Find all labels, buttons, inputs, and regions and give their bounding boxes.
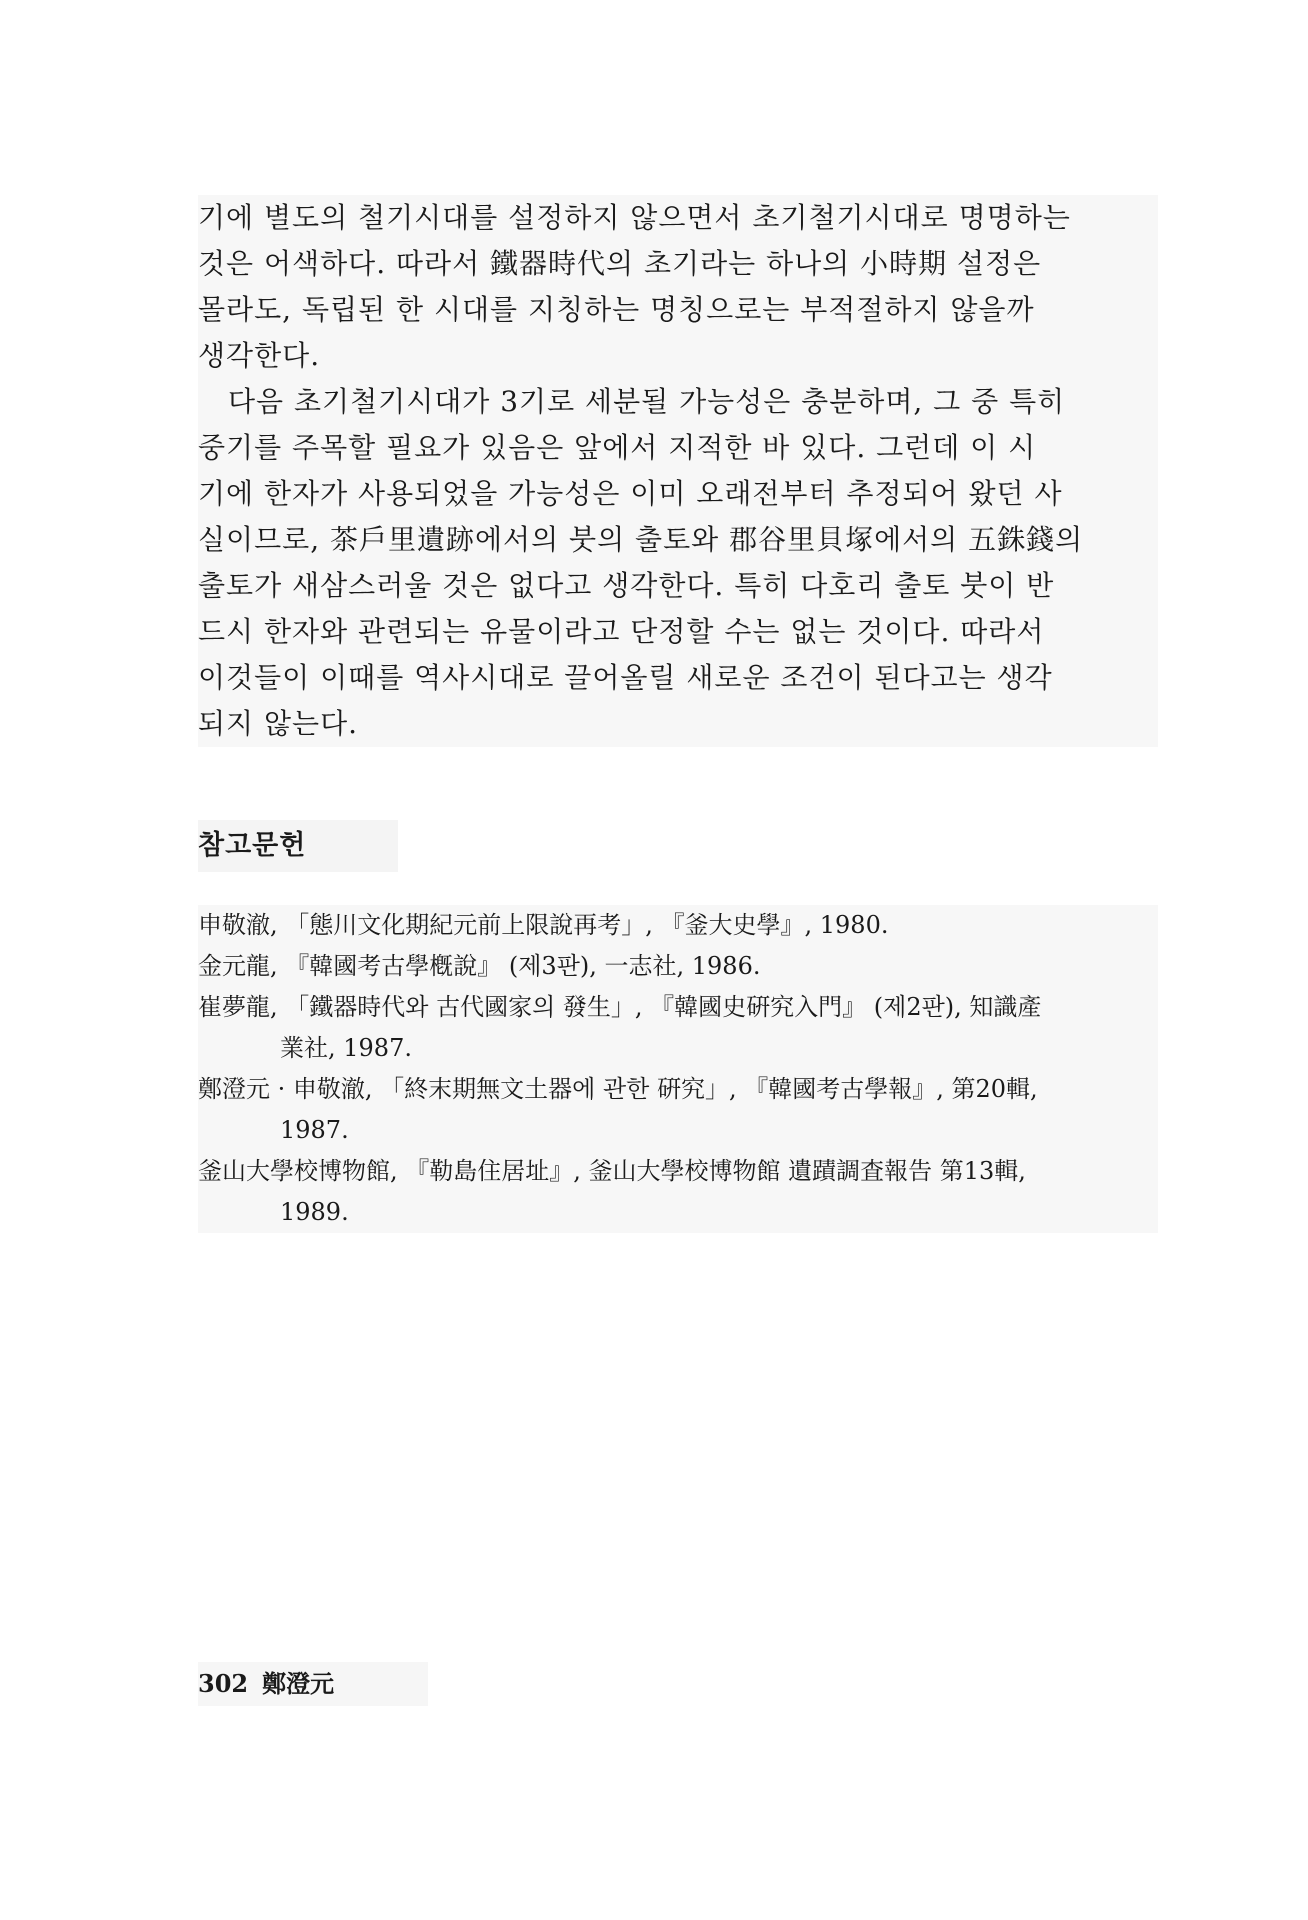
reference-entry-continuation: 業社, 1987.: [280, 1034, 412, 1062]
body-line: 출토가 새삼스러울 것은 없다고 생각한다. 특히 다호리 출토 붓이 반: [198, 569, 1055, 602]
body-line: 드시 한자와 관련되는 유물이라고 단정할 수는 없는 것이다. 따라서: [198, 615, 1045, 648]
body-line: 기에 별도의 철기시대를 설정하지 않으면서 초기철기시대로 명명하는: [198, 201, 1071, 234]
body-line: 몰라도, 독립된 한 시대를 지칭하는 명칭으로는 부적절하지 않을까: [198, 293, 1035, 326]
body-line: 실이므로, 茶戶里遺跡에서의 붓의 출토와 郡谷里貝塚에서의 五銖錢의: [198, 523, 1084, 556]
body-line: 것은 어색하다. 따라서 鐵器時代의 초기라는 하나의 小時期 설정은: [198, 247, 1042, 280]
body-line: 생각한다.: [198, 339, 321, 372]
reference-entry: 釜山大學校博物館, 『勒島住居址』, 釜山大學校博物館 遺蹟調査報告 第13輯,: [198, 1157, 1026, 1185]
page-number: 302: [198, 1669, 249, 1698]
body-text: [198, 195, 1158, 747]
reference-entry: 崔夢龍, 「鐵器時代와 古代國家의 發生」, 『韓國史硏究入門』 (제2판), 知識產: [198, 993, 1042, 1021]
body-line: 이것들이 이때를 역사시대로 끌어올릴 새로운 조건이 된다고는 생각: [198, 661, 1053, 694]
references-list: [198, 905, 1158, 1233]
reference-entry-continuation: 1987.: [280, 1116, 349, 1144]
references-heading: 참고문헌: [198, 820, 398, 872]
reference-entry: 金元龍, 『韓國考古學槪說』 (제3판), 一志社, 1986.: [198, 952, 761, 980]
body-line: 되지 않는다.: [198, 707, 359, 740]
running-author: 鄭澄元: [262, 1669, 335, 1698]
reference-entry-continuation: 1989.: [280, 1198, 349, 1226]
reference-entry: 申敬澈, 「態川文化期紀元前上限說再考」, 『釜大史學』, 1980.: [198, 911, 889, 939]
body-line: 기에 한자가 사용되었을 가능성은 이미 오래전부터 추정되어 왔던 사: [198, 477, 1063, 510]
reference-entry: 鄭澄元 · 申敬澈, 「終末期無文土器에 관한 硏究」, 『韓國考古學報』, 第20輯,: [198, 1075, 1038, 1103]
page-footer: [198, 1662, 428, 1706]
body-line: 다음 초기철기시대가 3기로 세분될 가능성은 충분하며, 그 중 특히: [228, 385, 1066, 418]
body-line: 중기를 주목할 필요가 있음은 앞에서 지적한 바 있다. 그런데 이 시: [198, 431, 1037, 464]
